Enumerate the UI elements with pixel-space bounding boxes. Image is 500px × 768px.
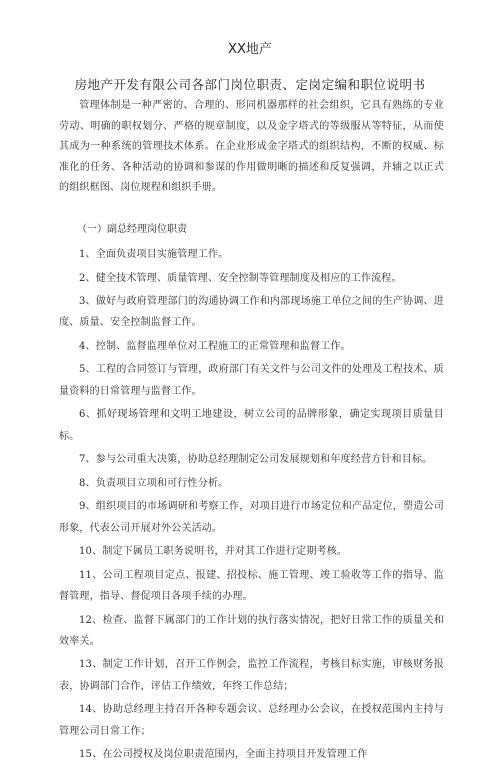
list-item: 3、做好与政府管理部门的沟通协调工作和内部现场施工单位之间的生产协调、进度、质量、安全控制监督工作。	[59, 296, 444, 329]
list-item: 1、全面负责项目实施管理工作。	[79, 249, 229, 260]
list-item: 7、参与公司重大决策，协助总经理制定公司发展规划和年度经营方针和目标。	[79, 454, 433, 466]
duty-list	[59, 220, 444, 768]
list-item: 9、组织项目的市场调研和考察工作，对项目进行市场定位和产品定位，塑造公司形象，代表公司开展对外公关活动。	[59, 501, 444, 534]
list-item: 5、工程的合同签订与管理，政府部门有关文件与公司文件的处理及工程技术、质量资料的日常管理与监督工作。	[59, 364, 444, 397]
list-item: 2、健全技术管理、质量管理、安全控制等管理制度及相应的工作流程。	[79, 272, 402, 284]
list-item: 10、制定下属员工职务说明书，并对其工作进行定期考核。	[79, 546, 348, 558]
list-item: 11、公司工程项目定点、报建、招投标、施工管理、竣工验收等工作的指导、监督管理，指导、督促项目各项手续的办理。	[59, 569, 444, 603]
list-item: 14、协助总经理主持召开各种专题会议、总经理办公会议，在授权范围内主持与管理公司日常工作；	[59, 704, 444, 737]
intro-paragraph	[59, 96, 444, 199]
intro-text: 管理体制是一种严密的、合理的、形同机器那样的社会组织，它具有熟练的专业劳动、明确的职权划分、严格的规章制度，以及金字塔式的等级服从等特征，从而使其成为一种系统的管理技术体系。在企业形成金字塔式的组织结构，不断的权威、标准化的任务、各种活动的协调和参谋的作用做明晰的描述和反复强调，并辅之以正式的组织框图、岗位规程和组织手册。	[59, 100, 444, 194]
list-item: 6、抓好现场管理和文明工地建设，树立公司的品牌形象，确定实现项目质量目标。	[59, 409, 444, 442]
section-heading: （一）副总经理岗位职责	[77, 224, 187, 235]
list-item: 12、检查、监督下属部门的工作计划的执行落实情况，把好日常工作的质量关和效率关。	[59, 614, 444, 647]
list-item: 15、在公司授权及岗位职责范围内，全面主持项目开发管理工作	[79, 749, 368, 761]
company-header: XX地产	[228, 42, 272, 57]
document-title: 房地产开发有限公司各部门岗位职责、定岗定编和职位说明书	[74, 77, 426, 92]
list-item: 8、负责项目立项和可行性分析。	[79, 477, 229, 489]
list-item: 13、制定工作计划，召开工作例会，监控工作流程，考核目标实施，审核财务报表，协调部门合作，评估工作绩效，年终工作总结；	[59, 659, 444, 692]
list-item: 4、控制、监督监理单位对工程施工的正常管理和监督工作。	[79, 340, 351, 352]
